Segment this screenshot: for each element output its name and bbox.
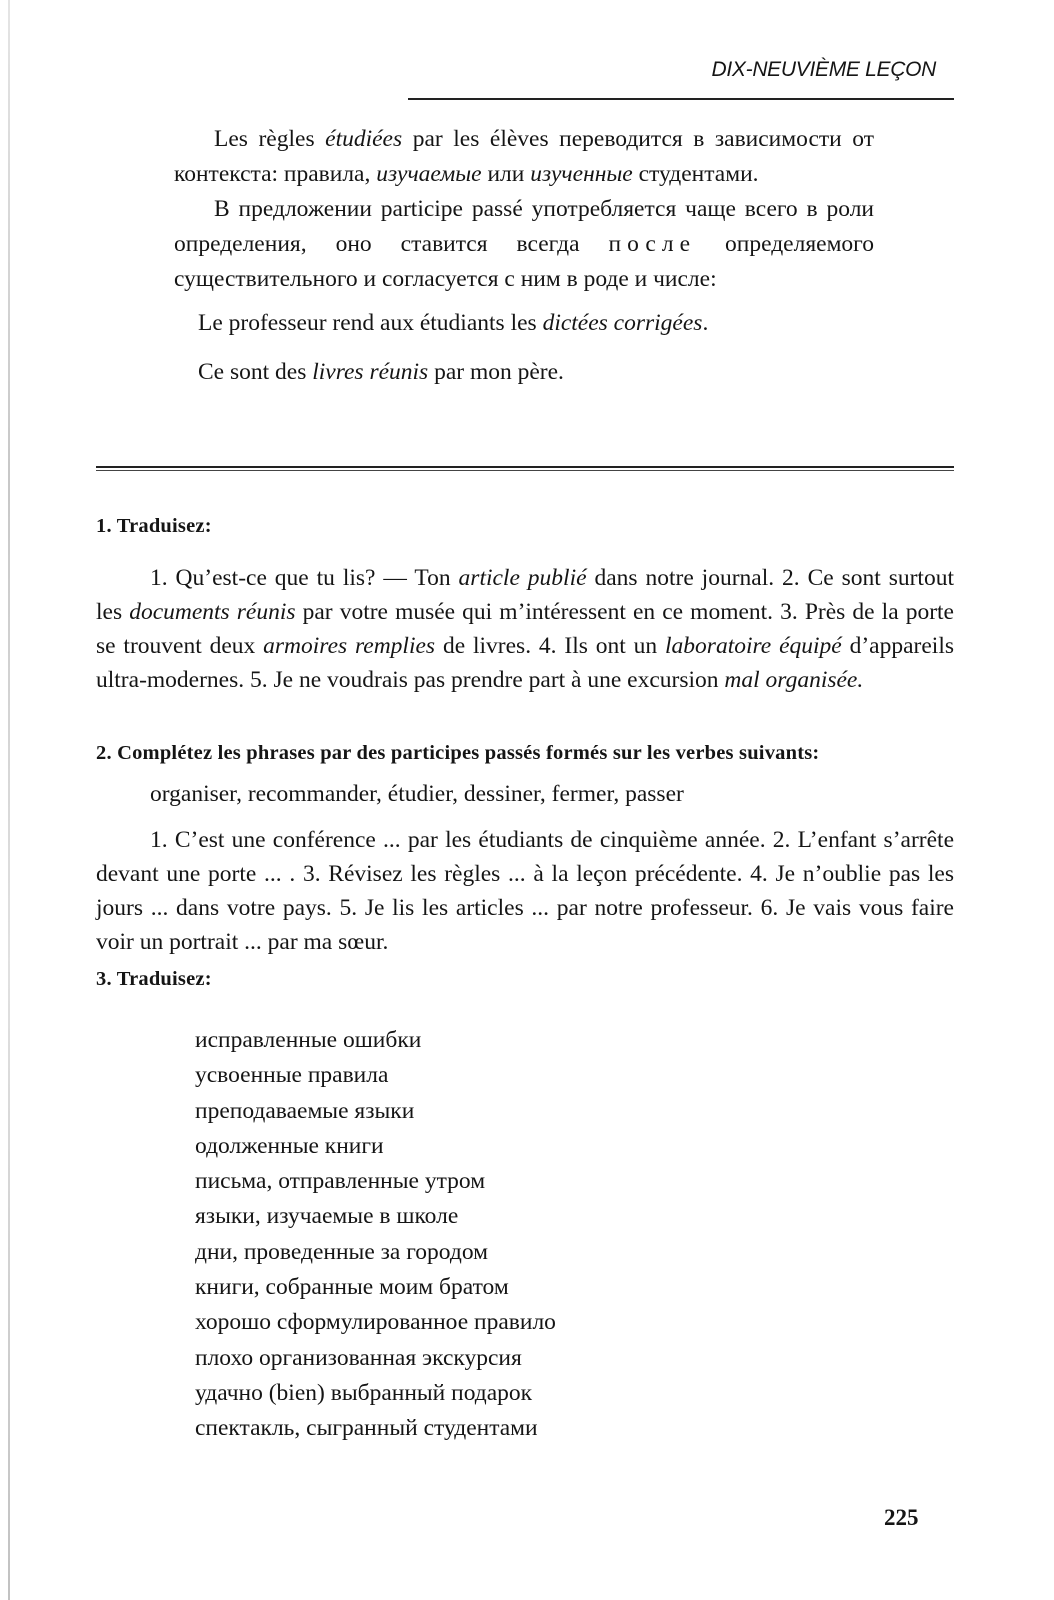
italic-term: mal organisée. — [724, 667, 864, 693]
list-item: исправленные ошибки — [195, 1027, 422, 1053]
list-item: дни, проведенные за городом — [195, 1238, 488, 1265]
list-item: книги, собранные моим братом — [195, 1274, 509, 1301]
section-divider — [96, 466, 954, 468]
italic-term: article publié — [458, 565, 587, 591]
running-header: DIX-NEUVIÈME LEÇON — [711, 58, 936, 81]
example-sentence-1: Le professeur rend aux étudiants les dictées corrigées. — [198, 310, 709, 336]
italic-term: documents réunis — [129, 599, 296, 625]
italic-term: livres réunis — [312, 359, 429, 385]
list-item: спектакль, сыгранный студентами — [195, 1415, 538, 1442]
page-binding-edge — [8, 0, 10, 1600]
italic-term: étudiées — [325, 126, 403, 152]
list-item: письма, отправленные утром — [195, 1168, 486, 1195]
exercise-2-text — [96, 823, 954, 959]
list-item: одолженные книги — [195, 1132, 384, 1159]
example-sentence-2: Ce sont des livres réunis par mon père. — [198, 359, 564, 385]
italic-term: изученные — [530, 161, 633, 187]
italic-term: изучаемые — [376, 161, 482, 187]
list-item: удачно (bien) выбранный подарок — [195, 1379, 533, 1406]
exercise-2-paragraph: 1. C’est une conférence ... par les étudiants de cinquième année. 2. L’enfant s’arrête devant une porte ... . 3. Révisez les règles ... à la leçon précédente. 4. Je n’oublie pas les jours ... dans votre pays. 5. Je lis les articles ... par notre professeur. 6. Je vais vous faire voir un portrait ... par ma sœur. — [96, 827, 954, 955]
exercise-3-title: 3. Traduisez: — [96, 968, 212, 990]
exercise-3-phrase-list — [195, 1023, 556, 1447]
italic-term: armoires remplies — [263, 633, 436, 659]
exercise-2-title: 2. Complétez les phrases par des participes passés formés sur les verbes suivants: — [96, 742, 820, 764]
grammar-explanation — [174, 122, 874, 390]
page-number: 225 — [884, 1505, 919, 1530]
exercise-1-text — [96, 561, 954, 697]
list-item: преподаваемые языки — [195, 1097, 415, 1124]
exercise-1-paragraph: 1. Qu’est-ce que tu lis? — Ton article publié dans notre journal. 2. Ce sont surtout les documents réunis par votre musée qui m’intéressent en ce moment. 3. Près de la porte se trouvent deux armoires remplies de livres. 4. Ils ont un laboratoire équipé d’appareils ultra-modernes. 5. Je ne voudrais pas prendre part à une excursion mal organisée. — [96, 565, 954, 693]
list-item: усвоенные правила — [195, 1062, 389, 1089]
exercise-1-title: 1. Traduisez: — [96, 515, 212, 537]
exercise-2-verb-list: organiser, recommander, étudier, dessiner, fermer, passer — [150, 781, 684, 807]
explanation-paragraph-2: В предложении participe passé употребляется чаще всего в роли определения, оно ставится всегда после определяемого существительного и согласуется с ним в роде и числе: — [174, 196, 874, 292]
section-divider-thin — [96, 470, 954, 471]
list-item: плохо организованная экскурсия — [195, 1344, 522, 1371]
list-item: языки, изучаемые в школе — [195, 1203, 459, 1230]
header-rule — [408, 98, 954, 100]
emphasized-word: после — [608, 231, 697, 257]
list-item: хорошо сформулированное правило — [195, 1309, 556, 1336]
italic-term: laboratoire équipé — [665, 633, 842, 659]
italic-term: dictées corrigées — [542, 310, 703, 336]
explanation-paragraph-1: Les règles étudiées par les élèves переводится в зависимости от контекста: правила, изучаемые или изученные студентами. — [174, 126, 874, 187]
